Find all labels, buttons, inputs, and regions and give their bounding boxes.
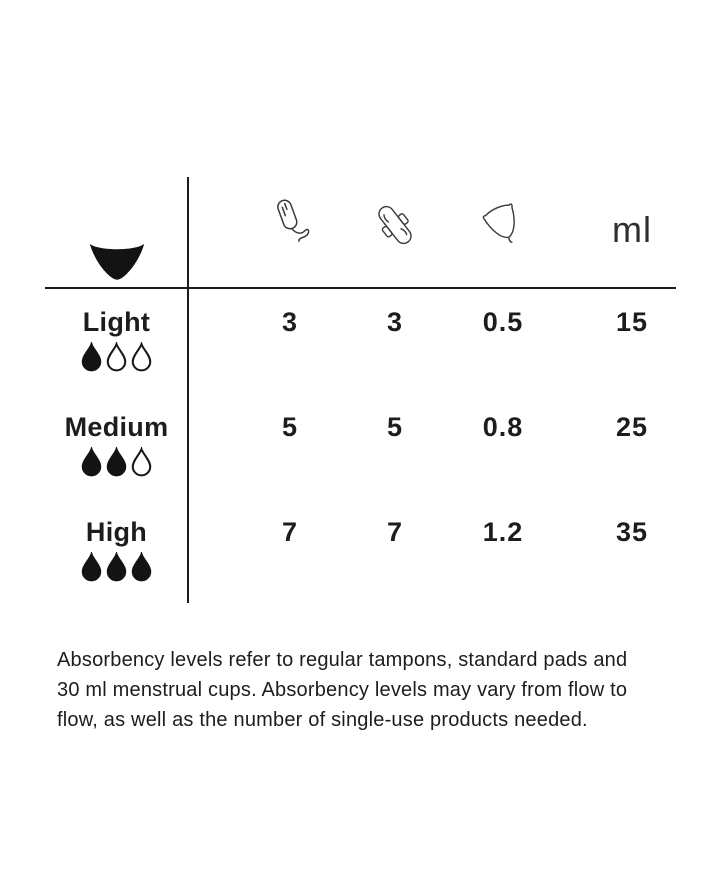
drop-icon bbox=[105, 552, 128, 583]
flow-level-label: Medium bbox=[64, 412, 169, 442]
drop-icon bbox=[130, 342, 153, 373]
absorbency-table bbox=[45, 177, 676, 607]
cup-count-value: 0.8 bbox=[482, 412, 524, 442]
menstrual-cup-icon bbox=[478, 200, 528, 257]
flow-level-cell bbox=[45, 497, 188, 583]
drop-icon bbox=[80, 552, 103, 583]
drop-icon bbox=[105, 447, 128, 478]
table-row-high bbox=[45, 497, 676, 602]
ml-value: 25 bbox=[615, 412, 649, 442]
flow-intensity-drops bbox=[45, 552, 188, 583]
tampon-count-value: 5 bbox=[281, 412, 299, 442]
tampon-count-value: 7 bbox=[281, 517, 299, 547]
tampon-count-value: 3 bbox=[281, 307, 299, 337]
footnote-line: flow, as well as the number of single-use products needed. bbox=[57, 709, 588, 731]
pad-count-value: 5 bbox=[386, 412, 404, 442]
ml-value: 15 bbox=[615, 307, 649, 337]
cup-count-value: 1.2 bbox=[482, 517, 524, 547]
drop-icon bbox=[105, 342, 128, 373]
flow-level-label: Light bbox=[82, 307, 151, 337]
pad-count-value: 3 bbox=[386, 307, 404, 337]
flow-level-cell bbox=[45, 392, 188, 478]
drop-icon bbox=[130, 552, 153, 583]
footnote-line: 30 ml menstrual cups. Absorbency levels may vary from flow to bbox=[57, 679, 628, 701]
flow-level-label: High bbox=[85, 517, 148, 547]
cup-count-value: 0.5 bbox=[482, 307, 524, 337]
flow-intensity-drops bbox=[45, 447, 188, 478]
drop-icon bbox=[80, 342, 103, 373]
flow-intensity-drops bbox=[45, 342, 188, 373]
pad-icon bbox=[372, 196, 418, 259]
table-row-medium bbox=[45, 392, 676, 497]
pad-count-value: 7 bbox=[386, 517, 404, 547]
ml-value: 35 bbox=[615, 517, 649, 547]
underwear-icon bbox=[45, 209, 188, 257]
absorbency-footnote bbox=[57, 645, 627, 735]
ml-unit-label: ml bbox=[612, 209, 652, 250]
table-row-light bbox=[45, 287, 676, 392]
drop-icon bbox=[130, 447, 153, 478]
tampon-icon bbox=[265, 197, 315, 258]
drop-icon bbox=[80, 447, 103, 478]
flow-level-cell bbox=[45, 287, 188, 373]
footnote-line: Absorbency levels refer to regular tampons, standard pads and bbox=[57, 649, 628, 671]
table-header-row bbox=[45, 177, 676, 287]
